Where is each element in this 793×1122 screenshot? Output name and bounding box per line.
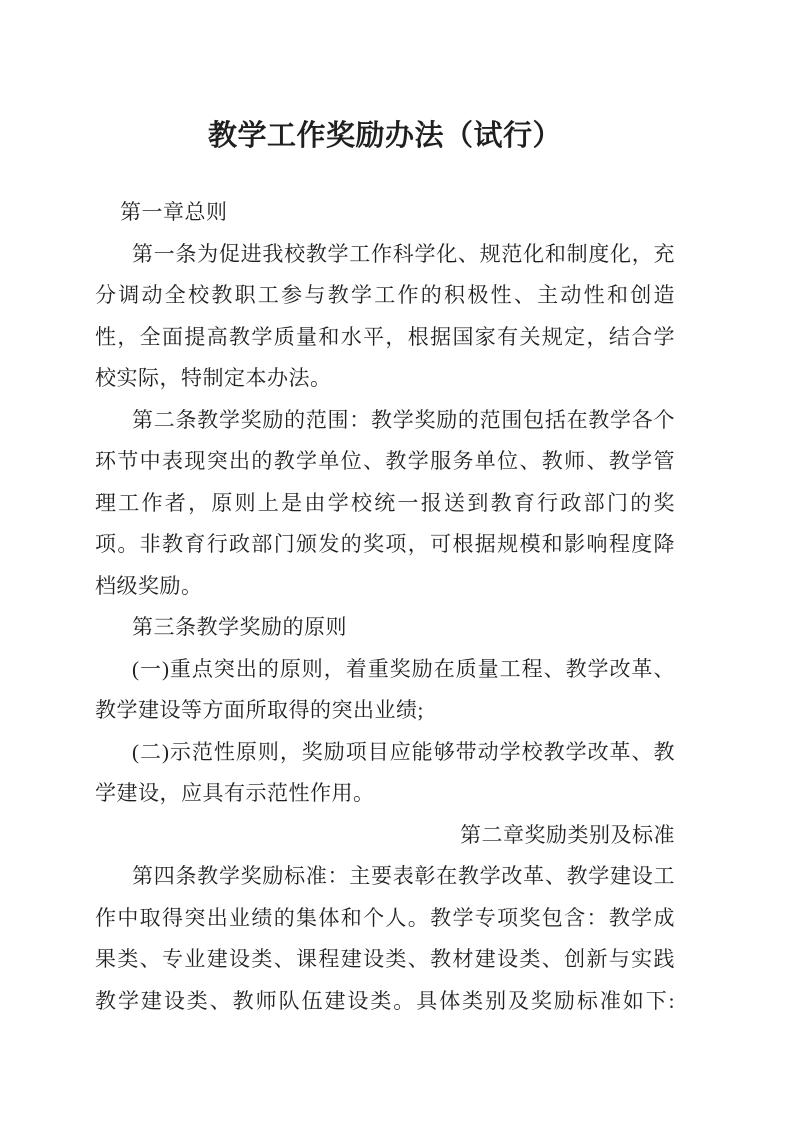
article-2-line-2: 环节中表现突出的教学单位、教学服务单位、教师、教学管	[95, 449, 675, 473]
article-3-heading: 第三条教学奖励的原则	[132, 615, 347, 639]
document-body	[95, 192, 675, 1022]
principle-1-line-1: (一)重点突出的原则，着重奖励在质量工程、教学改革、	[132, 656, 675, 681]
article-1-line-4: 校实际，特制定本办法。	[95, 366, 332, 390]
article-2-line-5: 档级奖励。	[95, 573, 203, 598]
article-2-line-3: 理工作者，原则上是由学校统一报送到教育行政部门的奖	[95, 490, 675, 515]
article-4-line-3: 果类、专业建设类、课程建设类、教材建设类、创新与实践	[95, 947, 675, 971]
article-1-line-2: 分调动全校教职工参与教学工作的积极性、主动性和创造	[95, 283, 675, 307]
article-4-line-2: 作中取得突出业绩的集体和个人。教学专项奖包含：教学成	[95, 905, 675, 930]
article-4-line-4: 教学建设类、教师队伍建设类。具体类别及奖励标准如下:	[95, 988, 675, 1013]
principle-1-line-2: 教学建设等方面所取得的突出业绩;	[95, 698, 424, 722]
article-2-line-1: 第二条教学奖励的范围：教学奖励的范围包括在教学各个	[132, 407, 675, 432]
chapter-1-heading: 第一章总则	[120, 200, 228, 224]
article-1-line-3: 性，全面提高教学质量和水平，根据国家有关规定，结合学	[95, 324, 675, 349]
principle-2-line-1: (二)示范性原则，奖励项目应能够带动学校教学改革、教	[132, 739, 675, 764]
article-4-line-1: 第四条教学奖励标准：主要表彰在教学改革、教学建设工	[132, 864, 675, 888]
article-2-line-4: 项。非教育行政部门颁发的奖项，可根据规模和影响程度降	[95, 532, 675, 556]
principle-2-line-2: 学建设，应具有示范性作用。	[95, 781, 375, 805]
document-title: 教学工作奖励办法（试行）	[207, 120, 562, 152]
chapter-2-heading: 第二章奖励类别及标准	[460, 822, 675, 847]
article-1-line-1: 第一条为促进我校教学工作科学化、规范化和制度化，充	[132, 241, 675, 266]
